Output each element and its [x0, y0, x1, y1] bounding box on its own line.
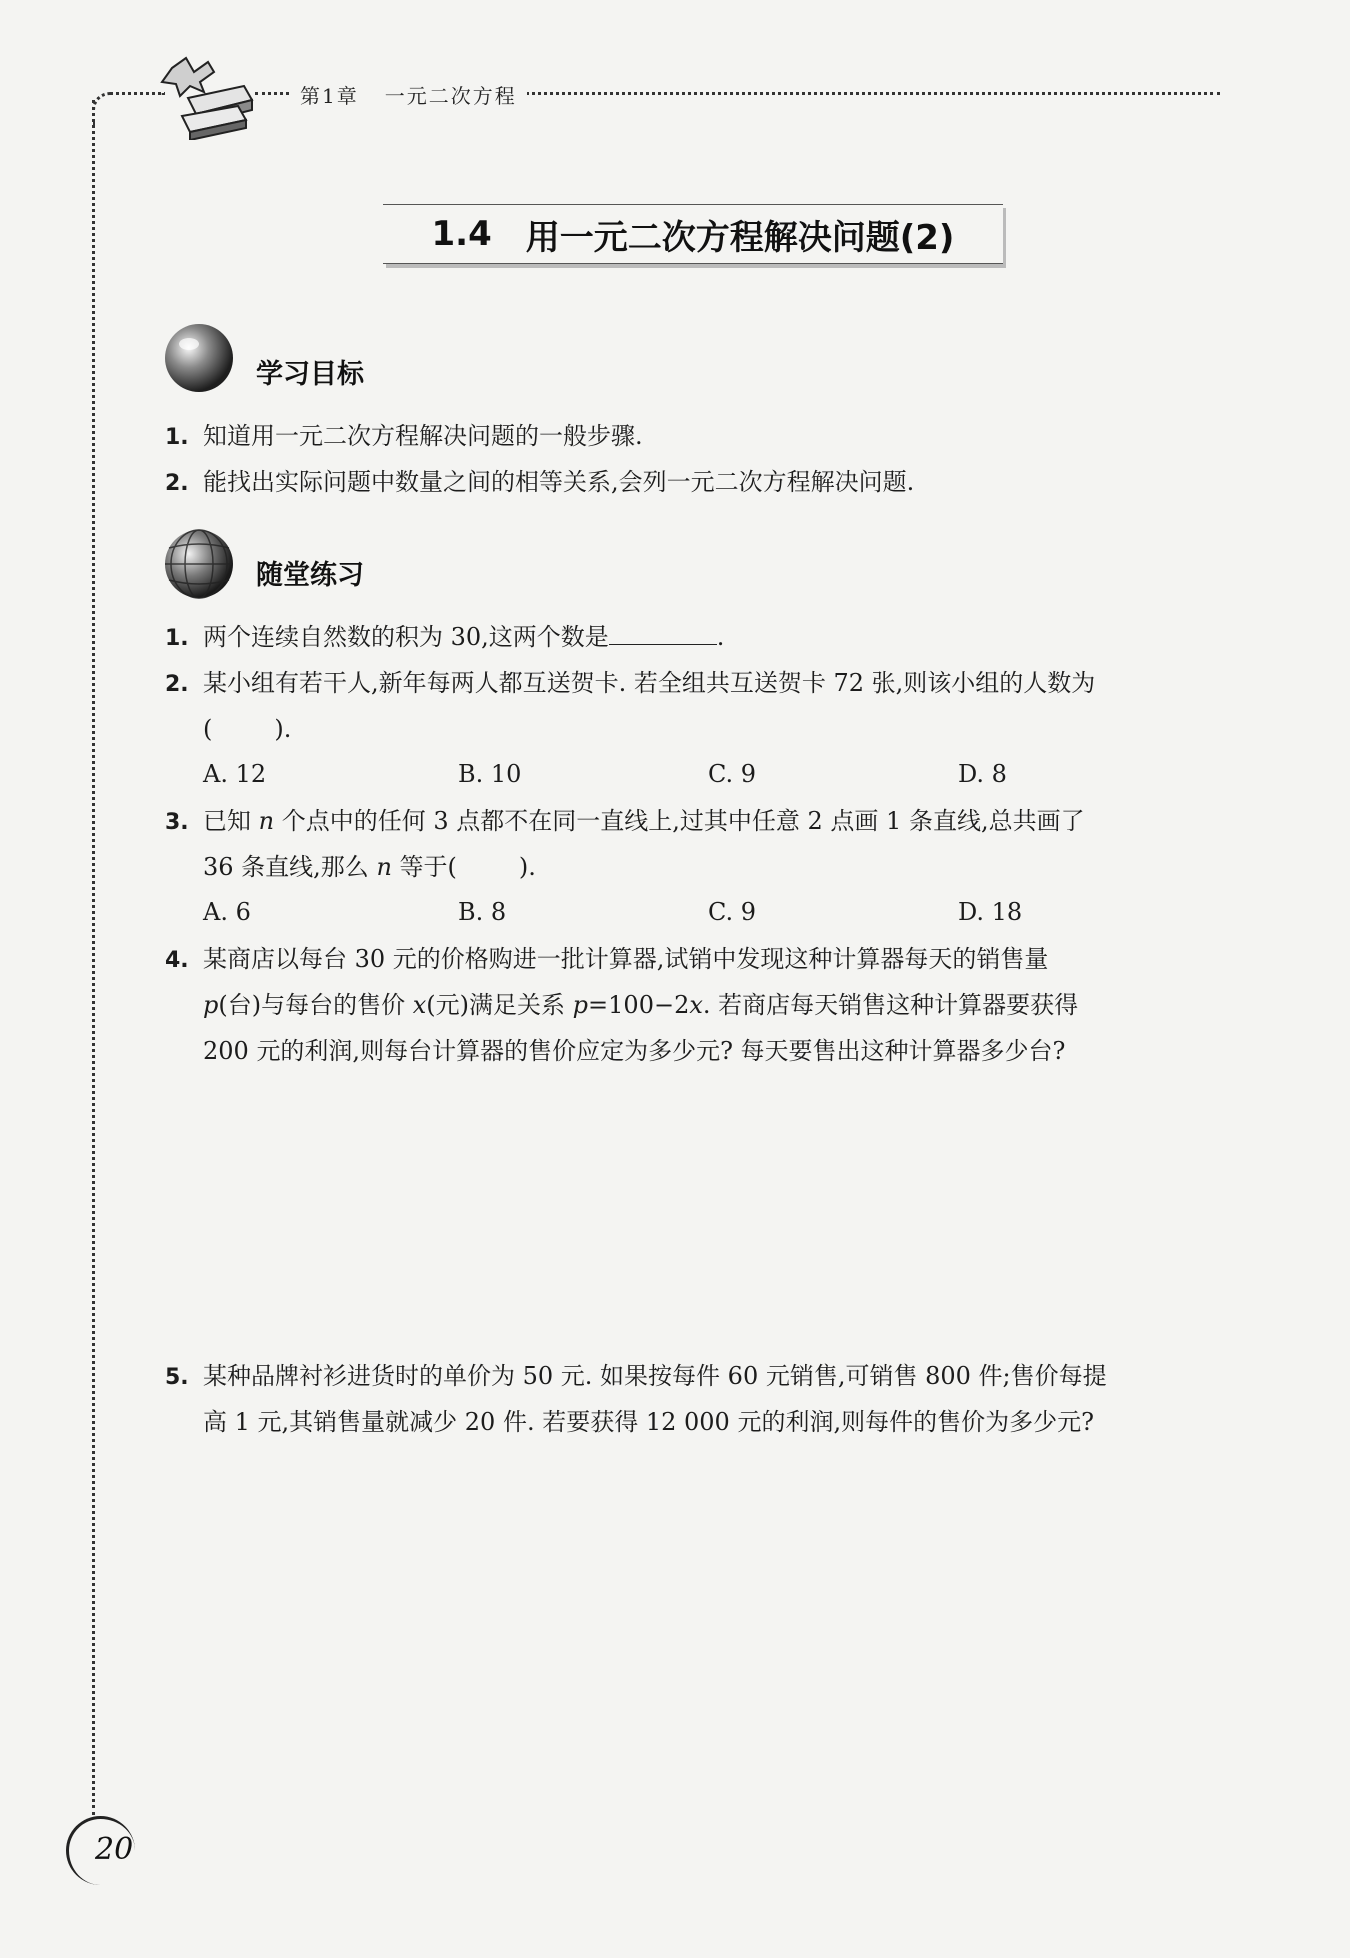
globe-icon — [163, 528, 235, 600]
option-d: D. 18 — [958, 898, 1023, 926]
chapter-number: 第1章 — [300, 84, 359, 108]
option-b: B. 8 — [458, 898, 507, 926]
section-title-text: 用一元二次方程解决问题(2) — [525, 217, 955, 258]
section-number: 1.4 — [431, 214, 492, 254]
running-header — [290, 80, 527, 109]
question-4-line3: 200 元的利润,则每台计算器的售价应定为多少元? 每天要售出这种计算器多少台? — [203, 1037, 1066, 1065]
sphere-icon — [163, 322, 235, 394]
option-b: B. 10 — [458, 760, 522, 788]
objective-item: 2. 能找出实际问题中数量之间的相等关系,会列一元二次方程解决问题. — [165, 468, 915, 496]
option-a: A. 12 — [203, 760, 267, 788]
option-a: A. 6 — [203, 898, 251, 926]
question-3: 3. 已知 n 个点中的任何 3 点都不在同一直线上,过其中任意 2 点画 1 条直线,总共画了 — [165, 807, 1085, 835]
question-5: 5. 某种品牌衬衫进货时的单价为 50 元. 如果按每件 60 元销售,可销售 800 件;售价每提 — [165, 1362, 1107, 1390]
books-logo-icon — [152, 52, 256, 140]
page-number: 20 — [95, 1832, 134, 1867]
margin-dotted-line — [92, 100, 95, 1815]
section-title — [383, 204, 1003, 264]
question-4: 4. 某商店以每台 30 元的价格购进一批计算器,试销中发现这种计算器每天的销售量 — [165, 945, 1049, 973]
practice-label: 随堂练习 — [256, 560, 364, 591]
question-3-line2: 36 条直线,那么 n 等于( ). — [203, 853, 536, 881]
option-c: C. 9 — [708, 760, 757, 788]
chapter-title: 一元二次方程 — [384, 84, 517, 108]
question-5-line2: 高 1 元,其销售量就减少 20 件. 若要获得 12 000 元的利润,则每件的售价为多少元? — [203, 1408, 1094, 1436]
option-c: C. 9 — [708, 898, 757, 926]
answer-blank[interactable] — [609, 622, 717, 645]
objectives-label: 学习目标 — [256, 359, 364, 390]
question-2: 2. 某小组有若干人,新年每两人都互送贺卡. 若全组共互送贺卡 72 张,则该小组的人数为 — [165, 669, 1096, 697]
question-2-line2: ( ). — [203, 715, 292, 743]
question-4-line2: p(台)与每台的售价 x(元)满足关系 p=100−2x. 若商店每天销售这种计算器要获得 — [203, 991, 1079, 1019]
objective-item: 1. 知道用一元二次方程解决问题的一般步骤. — [165, 422, 643, 450]
question-1: 1. 两个连续自然数的积为 30,这两个数是 . — [165, 623, 725, 651]
option-d: D. 8 — [958, 760, 1007, 788]
